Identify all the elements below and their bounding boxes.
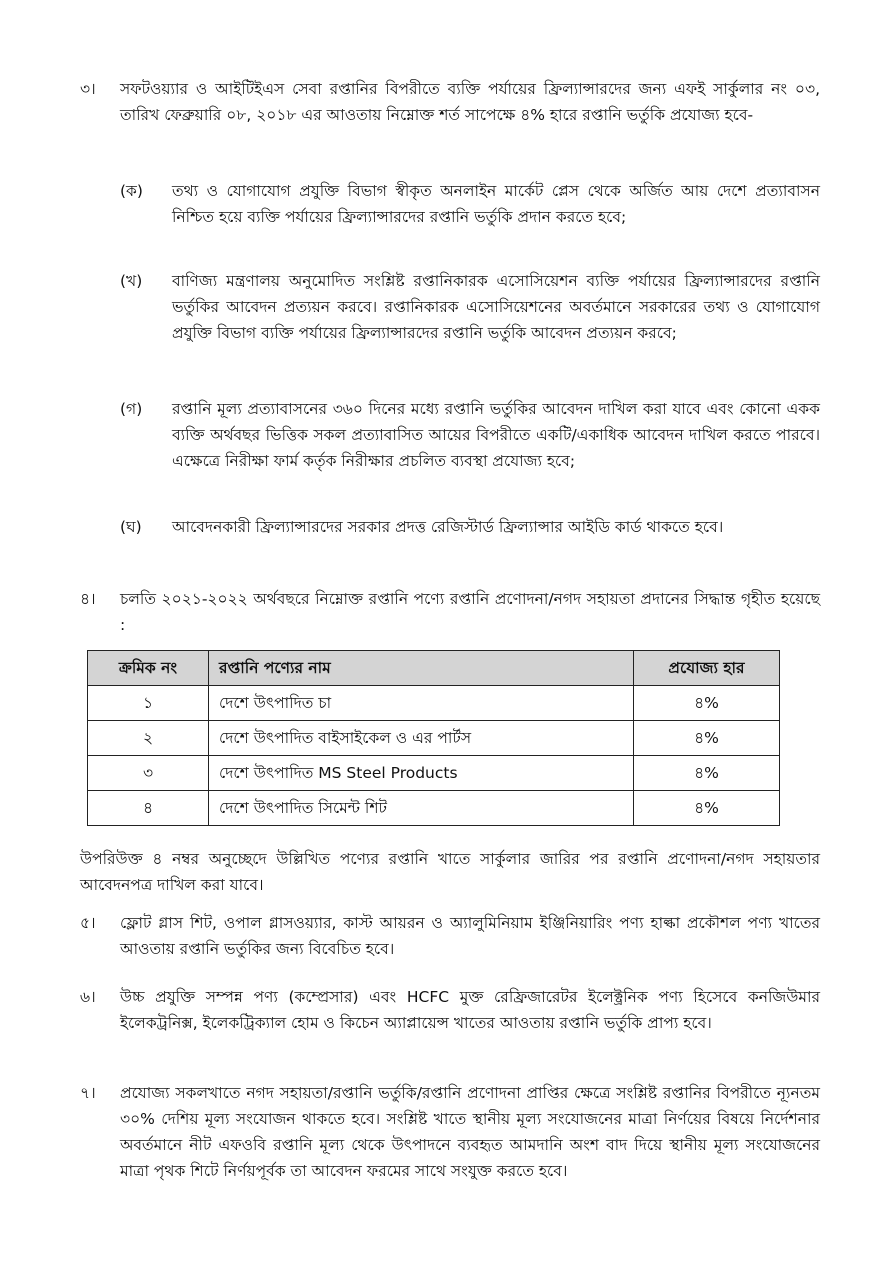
header-product: রপ্তানি পণ্যের নাম	[209, 651, 634, 686]
section-3-number: ৩।	[80, 80, 96, 98]
item-text: বাণিজ্য মন্ত্রণালয় অনুমোদিত সংশ্লিষ্ট রপ্তানিকারক এসোসিয়েশন ব্যক্তি পর্যায়ের ফ্রিল্যান্সারদের রপ্তানি ভর্তুকির আবেদন প্রত্যয়ন করবে। রপ্তানিকারক এসোসিয়েশনের অবর্তমানে সরকারের তথ্য ও যোগাযোগ প্রযুক্তি বিভাগ ব্যক্তি পর্যায়ের ফ্রিল্যান্সারদের রপ্তানি ভর্তুকি আবেদন প্রত্যয়ন করবে;	[172, 272, 820, 342]
section-6	[80, 984, 820, 1036]
cell-product: দেশে উৎপাদিত বাইসাইকেল ও এর পার্টস	[209, 721, 634, 756]
cell-product: দেশে উৎপাদিত চা	[209, 686, 634, 721]
cell-rate: ৪%	[634, 756, 780, 791]
item-text: রপ্তানি মূল্য প্রত্যাবাসনের ৩৬০ দিনের মধ্যে রপ্তানি ভর্তুকির আবেদন দাখিল করা যাবে এবং কোনো একক ব্যক্তি অর্থবছর ভিত্তিক সকল প্রত্যাবাসিত আয়ের বিপরীতে একটি/একাধিক আবেদন দাখিল করতে পারবে। এক্ষেত্রে নিরীক্ষা ফার্ম কর্তৃক নিরীক্ষার প্রচলিত ব্যবস্থা প্রযোজ্য হবে;	[172, 400, 820, 470]
item-text: তথ্য ও যোগাযোগ প্রযুক্তি বিভাগ স্বীকৃত অনলাইন মার্কেট প্লেস থেকে অর্জিত আয় দেশে প্রত্যাবাসন নিশ্চিত হয়ে ব্যক্তি পর্যায়ের ফ্রিল্যান্সারদের রপ্তানি ভর্তুকি প্রদান করতে হবে;	[172, 182, 820, 226]
cell-serial: ১	[88, 686, 209, 721]
section-3-item-ka	[120, 178, 820, 230]
section-5-number: ৫।	[80, 914, 96, 932]
section-3-item-gha	[120, 514, 820, 540]
section-5	[80, 910, 820, 962]
header-rate: প্রযোজ্য হার	[634, 651, 780, 686]
section-7-text: প্রযোজ্য সকলখাতে নগদ সহায়তা/রপ্তানি ভর্তুকি/রপ্তানি প্রণোদনা প্রাপ্তির ক্ষেত্রে সংশ্লিষ্ট রপ্তানির বিপরীতে ন্যূনতম ৩০% দেশিয় মূল্য সংযোজন থাকতে হবে। সংশ্লিষ্ট খাতে স্থানীয় মূল্য সংযোজনের মাত্রা নির্ণয়ের বিষয়ে নির্দেশনার অবর্তমানে নীট এফওবি রপ্তানি মূল্য থেকে উৎপাদনে ব্যবহৃত আমদানি অংশ বাদ দিয়ে স্থানীয় মূল্য সংযোজনের মাত্রা পৃথক শিটে নির্ণয়পূর্বক তা আবেদন ফরমের সাথে সংযুক্ত করতে হবে।	[120, 1084, 820, 1180]
table-row	[88, 686, 780, 721]
cell-serial: ৪	[88, 791, 209, 826]
cell-product: দেশে উৎপাদিত সিমেন্ট শিট	[209, 791, 634, 826]
export-rates-table	[87, 650, 780, 826]
section-6-text: উচ্চ প্রযুক্তি সম্পন্ন পণ্য (কম্প্রেসার) এবং HCFC মুক্ত রেফ্রিজারেটর ইলেক্ট্রনিক পণ্য হিসেবে কনজিউমার ইলেকট্রনিক্স, ইলেকট্রিক্যাল হোম ও কিচেন অ্যাপ্লায়েন্স খাতের আওতায় রপ্তানি ভর্তুকি প্রাপ্য হবে।	[120, 988, 820, 1032]
section-3-text: সফটওয়্যার ও আইটিইএস সেবা রপ্তানির বিপরীতে ব্যক্তি পর্যায়ের ফ্রিল্যান্সারদের জন্য এফই সার্কুলার নং ০৩, তারিখ ফেব্রুয়ারি ০৮, ২০১৮ এর আওতায় নিম্নোক্ত শর্ত সাপেক্ষে ৪% হারে রপ্তানি ভর্তুকি প্রযোজ্য হবে-	[120, 80, 820, 124]
section-4-number: ৪।	[80, 590, 96, 608]
section-4-note: উপরিউক্ত ৪ নম্বর অনুচ্ছেদে উল্লিখিত পণ্যের রপ্তানি খাতে সার্কুলার জারির পর রপ্তানি প্রণোদনা/নগদ সহায়তার আবেদনপত্র দাখিল করা যাবে।	[80, 850, 820, 894]
section-5-text: ফ্লোট গ্লাস শিট, ওপাল গ্লাসওয়্যার, কাস্ট আয়রন ও অ্যালুমিনিয়াম ইঞ্জিনিয়ারিং পণ্য হাল্কা প্রকৌশল পণ্য খাতের আওতায় রপ্তানি ভর্তুকির জন্য বিবেচিত হবে।	[120, 914, 820, 958]
item-marker: (গ)	[120, 400, 143, 418]
section-4-text: চলতি ২০২১-২০২২ অর্থবছরে নিম্নোক্ত রপ্তানি পণ্যে রপ্তানি প্রণোদনা/নগদ সহায়তা প্রদানের সিদ্ধান্ত গৃহীত হয়েছে :	[120, 590, 820, 634]
table-row	[88, 791, 780, 826]
table-header-row	[88, 651, 780, 686]
cell-product: দেশে উৎপাদিত MS Steel Products	[209, 756, 634, 791]
header-serial: ক্রমিক নং	[88, 651, 209, 686]
item-marker: (ঘ)	[120, 518, 142, 536]
cell-rate: ৪%	[634, 791, 780, 826]
item-marker: (ক)	[120, 182, 143, 200]
section-4	[80, 586, 820, 638]
section-3-item-ga	[120, 396, 820, 474]
cell-rate: ৪%	[634, 721, 780, 756]
section-3	[80, 76, 820, 128]
section-7-number: ৭।	[80, 1084, 96, 1102]
section-7	[80, 1080, 820, 1184]
table-row	[88, 721, 780, 756]
cell-serial: ৩	[88, 756, 209, 791]
item-text: আবেদনকারী ফ্রিল্যান্সারদের সরকার প্রদত্ত রেজিস্টার্ড ফ্রিল্যান্সার আইডি কার্ড থাকতে হবে।	[172, 518, 724, 536]
cell-rate: ৪%	[634, 686, 780, 721]
table-row	[88, 756, 780, 791]
item-marker: (খ)	[120, 272, 143, 290]
section-6-number: ৬।	[80, 988, 96, 1006]
section-3-item-kha	[120, 268, 820, 346]
cell-serial: ২	[88, 721, 209, 756]
